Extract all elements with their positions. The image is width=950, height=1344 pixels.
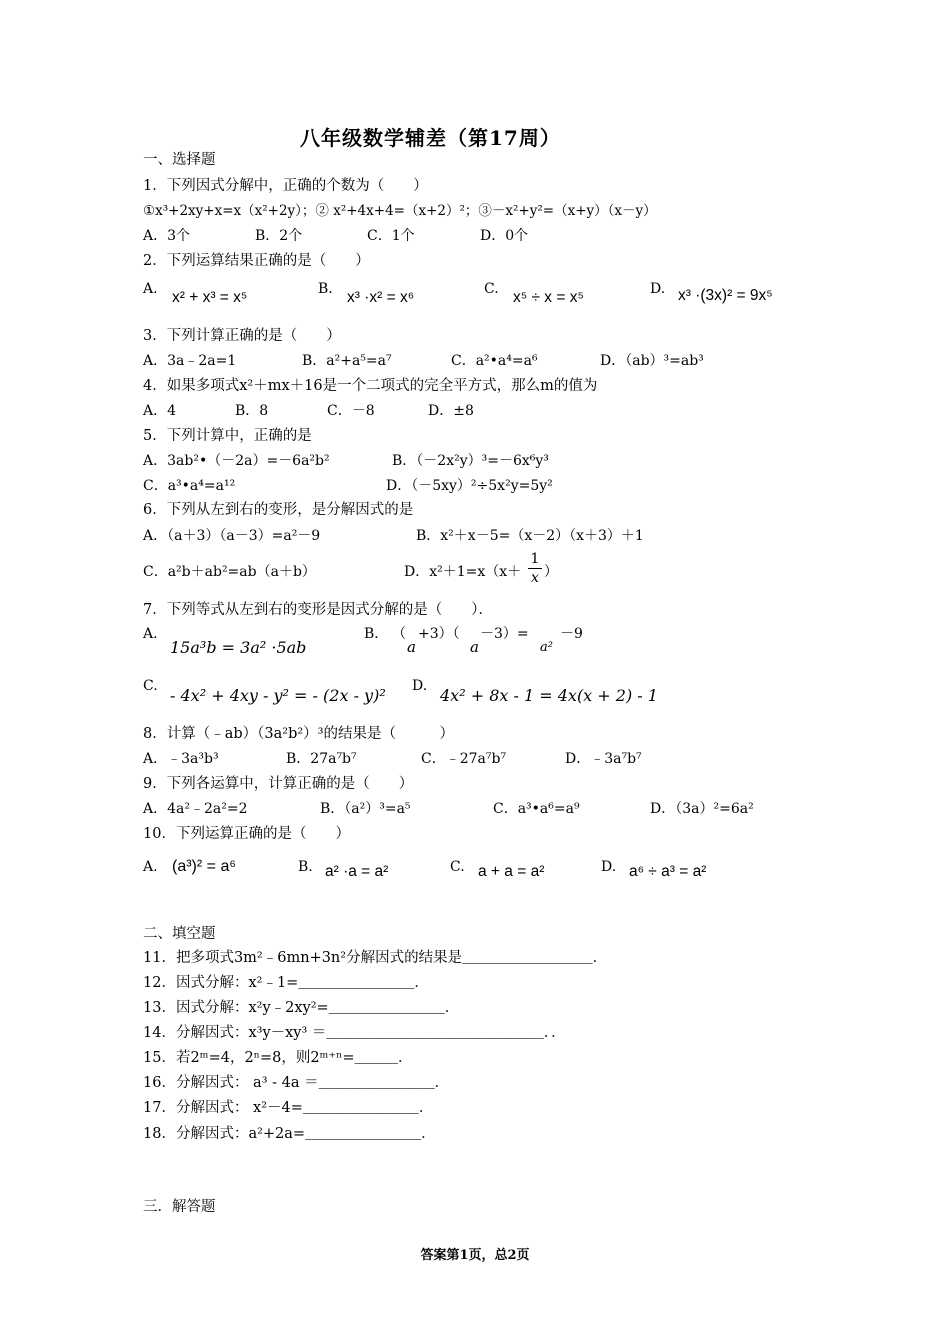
q2-stem: 2．下列运算结果正确的是（ ） (143, 253, 370, 269)
q8-stem: 8．计算（﹣ab）（3a²b²）³的结果是（ ） (143, 726, 454, 742)
section-choice-heading: 一、选择题 (143, 152, 216, 168)
fill-q11: 11．把多项式3m²﹣6mn+3n²分解因式的结果是＿＿＿＿＿＿＿＿＿． (143, 950, 608, 966)
q7-b-part-4: －9 (560, 626, 583, 642)
q7-label-c: C. (143, 678, 158, 694)
section-fill-heading: 二、填空题 (143, 926, 216, 942)
q4-option-b: B．8 (235, 403, 269, 419)
q4-stem: 4．如果多项式x²＋mx＋16是一个二项式的完全平方式，那么m的值为 (143, 378, 598, 394)
q9-option-b: B．（a²）³=a⁵ (320, 801, 411, 817)
q9-option-a: A．4a²﹣2a²=2 (143, 801, 248, 817)
fill-q18: 18．分解因式：a²+2a=＿＿＿＿＿＿＿＿． (143, 1126, 436, 1142)
q6-option-d-suffix: ） (544, 564, 558, 580)
q8-option-a: A．﹣3a³b³ (143, 751, 219, 767)
q7-label-d: D. (412, 678, 428, 694)
q4-option-a: A．4 (143, 403, 177, 419)
q10-label-c: C. (450, 859, 465, 875)
q1-option-a: A．3个 (143, 228, 191, 244)
fill-q14: 14．分解因式：x³y－xy³ ＝＿＿＿＿＿＿＿＿＿＿＿＿＿＿＿．． (143, 1025, 566, 1041)
q2-label-c: C. (484, 281, 499, 297)
q2-expr-a: x² + x³ = x⁵ (172, 289, 248, 306)
q10-label-d: D. (601, 859, 617, 875)
q6-option-a: A．（a＋3）（a－3）=a²－9 (143, 528, 321, 544)
q1-stem: 1．下列因式分解中，正确的个数为（ ） (143, 178, 428, 194)
q3-option-c: C．a²•a⁴=a⁶ (451, 353, 538, 369)
q2-expr-b: x³ ·x² = x⁶ (347, 289, 415, 306)
q10-expr-c: a + a = a² (478, 863, 545, 880)
q3-option-d: D．（ab）³=ab³ (600, 353, 704, 369)
q5-option-c: C．a³•a⁴=a¹² (143, 478, 236, 494)
q4-option-c: C．－8 (327, 403, 375, 419)
q5-option-d: D．（－5xy）²÷5x²y=5y² (386, 478, 553, 494)
q10-stem: 10．下列运算正确的是（ ） (143, 826, 350, 842)
q7-b-var-3: a² (540, 640, 553, 655)
q10-expr-b: a² ·a = a² (325, 863, 389, 880)
fill-q15: 15．若2ᵐ=4，2ⁿ=8，则2ᵐ⁺ⁿ=＿＿＿． (143, 1050, 413, 1066)
q6-option-b: B．x²＋x－5=（x－2）（x＋3）＋1 (416, 528, 644, 544)
q2-expr-c: x⁵ ÷ x = x⁵ (513, 289, 584, 306)
q7-expr-a: 15a³b = 3a² ·5ab (170, 638, 307, 657)
q9-option-c: C．a³•a⁶=a⁹ (493, 801, 580, 817)
fill-q16: 16．分解因式： a³ - 4a ＝＿＿＿＿＿＿＿＿． (143, 1075, 450, 1091)
q7-b-part-1: （ (392, 626, 406, 642)
q7-label-b: B． (364, 626, 389, 642)
q2-label-d: D. (650, 281, 666, 297)
q7-expr-d: 4x² + 8x - 1 = 4x(x + 2) - 1 (440, 686, 658, 705)
q10-label-b: B. (298, 859, 313, 875)
q6-fraction-denominator: x (531, 570, 539, 586)
section-answer-heading: 三．解答题 (143, 1199, 216, 1215)
q9-option-d: D．（3a）²=6a² (650, 801, 754, 817)
q7-b-var-2: a (470, 638, 479, 656)
page-title: 八年级数学辅差（第17周） (300, 126, 561, 150)
q8-option-b: B．27a⁷b⁷ (286, 751, 357, 767)
q2-label-a: A. (143, 281, 158, 297)
q6-option-d-prefix: D．x²＋1=x（x＋ (404, 564, 522, 580)
q1-option-c: C．1个 (367, 228, 415, 244)
q5-option-b: B．（－2x²y）³=－6x⁶y³ (392, 453, 549, 469)
q10-expr-a: (a³)² = a⁶ (172, 858, 236, 875)
q7-label-a: A. (143, 626, 158, 642)
q2-label-b: B. (318, 281, 333, 297)
q3-stem: 3．下列计算正确的是（ ） (143, 328, 341, 344)
q6-option-c: C．a²b＋ab²=ab（a＋b） (143, 564, 316, 580)
q5-option-a: A．3ab²•（－2a）=－6a²b² (143, 453, 330, 469)
q3-option-b: B．a²+a⁵=a⁷ (302, 353, 392, 369)
q4-option-d: D．±8 (428, 403, 474, 419)
q6-fraction-numerator: 1 (528, 551, 542, 569)
fill-q12: 12．因式分解：x²﹣1=＿＿＿＿＿＿＿＿． (143, 975, 429, 991)
q8-option-d: D．﹣3a⁷b⁷ (565, 751, 642, 767)
q7-b-part-2: +3）（ (418, 626, 460, 642)
q6-option-d (404, 562, 521, 582)
q7-b-var-1: a (407, 638, 416, 656)
fill-q13: 13．因式分解：x²y﹣2xy²=＿＿＿＿＿＿＿＿． (143, 1000, 460, 1016)
q7-stem: 7．下列等式从左到右的变形是因式分解的是（ ）． (143, 602, 493, 618)
q1-items: ①x³+2xy+x=x（x²+2y）；② x²+4x+4=（x+2）²；③－x²+y²=（x+y）（x－y） (143, 203, 657, 219)
q6-stem: 6．下列从左到右的变形，是分解因式的是 (143, 502, 414, 518)
q2-expr-d: x³ ·(3x)² = 9x⁵ (678, 287, 773, 304)
fill-q17: 17．分解因式： x²－4=＿＿＿＿＿＿＿＿． (143, 1100, 434, 1116)
q7-expr-c: - 4x² + 4xy - y² = - (2x - y)² (170, 686, 386, 705)
q3-option-a: A．3a﹣2a=1 (143, 353, 237, 369)
q1-option-b: B．2个 (255, 228, 303, 244)
q1-option-d: D．0个 (480, 228, 529, 244)
q10-label-a: A. (143, 859, 158, 875)
q6-fraction (528, 551, 542, 588)
q9-stem: 9．下列各运算中，计算正确的是（ ） (143, 776, 414, 792)
q10-expr-d: a⁶ ÷ a³ = a² (629, 863, 707, 880)
page-footer: 答案第1页，总2页 (420, 1248, 530, 1263)
q5-stem: 5．下列计算中，正确的是 (143, 428, 312, 444)
q7-b-part-3: －3）= (480, 626, 529, 642)
q8-option-c: C．﹣27a⁷b⁷ (421, 751, 507, 767)
